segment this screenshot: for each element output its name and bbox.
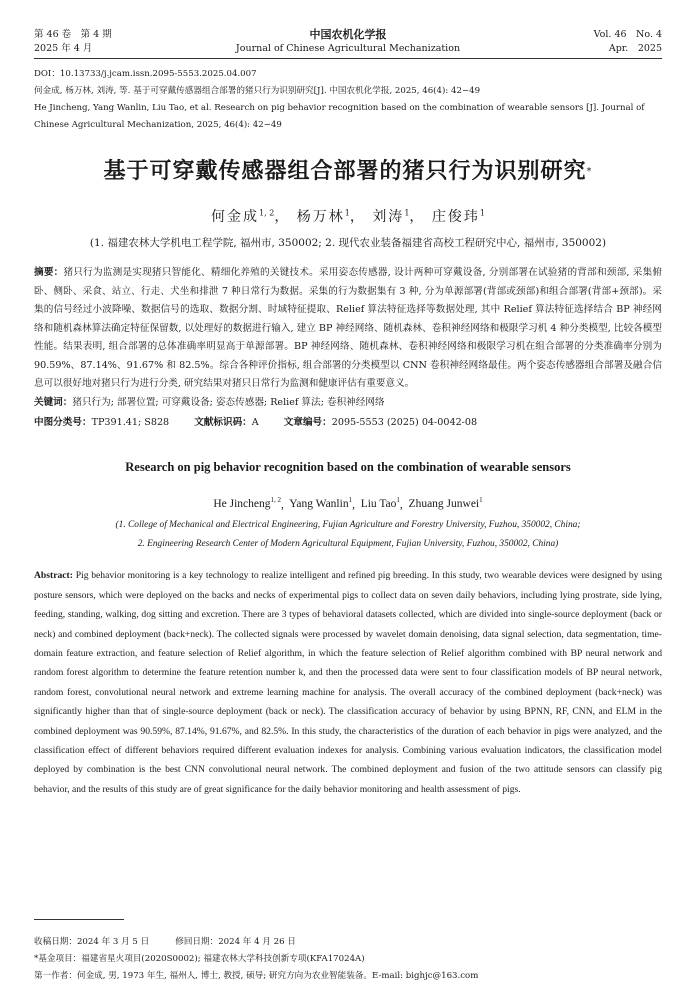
author-en: Yang Wanlin$^1$ [289,496,353,511]
authors-en: He Jincheng$^{1, 2}$, Yang Wanlin$^1$, Liu Tao$^1$, Zhuang Junwei$^1$ [213,496,483,511]
affiliation-en-line1: (1. College of Mechanical and Electrical Engineering, Fujian Agriculture and Forestry University, Fuzhou, 350002, China; [115,520,581,531]
citation-en-line2: Chinese Agricultural Mechanization, 2025, 46(4): 42−49 [34,120,282,130]
abstract-cn [34,264,662,394]
header-volume-info-en [594,28,662,56]
revised-date: 修回日期：2024 年 4 月 26 日 [175,937,296,947]
header-volume: 第 46 卷 第 4 期 [34,29,112,40]
journal-name-cn: 中国农机化学报 [309,28,387,41]
header-volume-en: Vol. 46 No. 4 [593,29,662,40]
affiliation-cn: (1. 福建农林大学机电工程学院, 福州市, 350002; 2. 现代农业装备福建省高校工程研究中心, 福州市, 350002) [89,237,607,249]
abstract-cn-label: 摘要： [34,267,64,278]
paper-page [34,0,662,799]
citation-en-line1: He Jincheng, Yang Wanlin, Liu Tao, et al. Research on pig behavior recognition based on the combination of wearable sensors [J]. Journal of [34,103,645,113]
keywords-cn-text: 猪只行为; 部署位置; 可穿戴设备; 姿态传感器; Relief 算法; 卷积神经网络 [72,396,385,408]
author-cn: 刘涛$^1$ [372,208,410,225]
paper-title-cn-text: 基于可穿戴传感器组合部署的猪只行为识别研究 [103,159,587,184]
author-cn: 庄俊玮$^1$ [431,208,485,225]
abstract-en-text: Pig behavior monitoring is a key technology to realize intelligent and refined pig breeding. In this study, two wearable devices were designed by using posture sensors, which were deployed on the backs and necks of experimental pigs to collect data on seven daily behaviors, including lying prostrate, side lying, feeding, standing, walking, dog sitting and excretion. There are 3 types of behavioral datasets collected, which are divided into single-source deployment (back or neck) and combined deployment (back+neck). The collected signals were processed by wavelet domain denoising, data signal selection, data segmentation, time-domain feature extraction, and feature selection of Relief algorithm, in which the feature selection of Relief algorithm combined with BP neural network and random forest algorithm to determine the feature retention number k, and then the processed data were sent to four classification models of BP neural network, random forest, convolutional neural network and extreme learning machine for analysis. The overall accuracy of the combined deployment (back+neck) was significantly higher than that of single-source deployment (back or neck). The classification accuracy of behavior by using BPNN, RF, CNN, and ELM in the combined deployment was 90.59%, 87.14%, 91.67%, and 82.5%. In this study, the characteristics of the duration of each behavior in pigs were analyzed, and the classification effect of different behaviors required different evaluation indexes for analysis. Combining various evaluation indicators, the classification model deployed by combination is the best CNN convolutional neural network. The combined deployment and fusion of the two attitude sensors can classify pig behavior, and the results of this study are of great significance for the daily behavior monitoring and health assessment of pigs. [34,570,663,795]
footnote-dates [34,934,662,951]
keywords-cn [34,394,662,412]
header-date-en: Apr. 2025 [608,43,662,54]
paper-title-en: Research on pig behavior recognition based on the combination of wearable sensors [125,459,571,474]
citation-block [34,66,662,134]
author-en: Zhuang Junwei$^1$ [408,496,483,511]
journal-header [34,0,662,58]
author-note: 第一作者：何金成, 男, 1973 年生, 福州人, 博士, 教授, 硕导; 研究方向为农业智能装备。E-mail: bighjc@163.com [34,971,479,981]
received-date: 收稿日期：2024 年 3 月 5 日 [34,937,150,947]
fund-note: *基金项目：福建省星火项目(2020S0002); 福建农林大学科技创新专项(KFA17024A) [34,954,365,964]
article-number: 文章编号：2095-5553 (2025) 04-0042-08 [283,416,478,428]
footnotes [34,934,662,985]
journal-name-en: Journal of Chinese Agricultural Mechanization [235,43,461,54]
author-cn: 何金成$^{1, 2}$ [211,208,275,225]
affiliation-en-line2: 2. Engineering Research Center of Modern Agricultural Equipment, Fujian University, Fuzhou, 350002, China) [137,539,559,550]
keywords-cn-label: 关键词： [34,396,73,408]
abstract-en-label: Abstract: [34,570,73,582]
authors-cn: 何金成$^{1, 2}$， 杨万林$^1$， 刘涛$^1$， 庄俊玮$^1$ [211,208,485,225]
affiliation-en [34,516,662,554]
doi: DOI：10.13733/j.jcam.issn.2095-5553.2025.04.007 [34,69,257,79]
footnote-divider [34,919,124,920]
author-en: Liu Tao$^1$ [360,496,400,511]
header-journal-name [34,28,662,56]
document-code: 文献标识码：A [194,416,259,428]
author-en: He Jincheng$^{1, 2}$ [213,496,282,511]
title-footnote-mark: * [586,166,593,177]
author-cn: 杨万林$^1$ [296,208,350,225]
clc-code: 中图分类号：TP391.41; S828 [34,416,170,428]
paper-title-cn [34,156,662,188]
header-divider [34,58,662,59]
abstract-cn-text: 猪只行为监测是实现猪只智能化、精细化养殖的关键技术。采用姿态传感器, 设计两种可穿戴设备, 分别部署在试验猪的背部和颈部, 采集俯卧、侧卧、采食、站立、行走、犬坐和排泄 7 种日常行为数据。采集的行为数据集有 3 种, 分为单源部署(背部或颈部)和组合部署(背部+颈部)。采集的信号经过小波降噪、数据信号的选取、数据分割、时域特征提取、Relief 算法特征选择等数据处理, 其中 Relief 算法特征选择结合 BP 神经网络和随机森林算法确定特征保留数, 以处理好的数据进行输入, 建立 BP 神经网络、随机森林、卷积神经网络和极限学习机 4 种分类模型, 比较各模型性能。结果表明, 组合部署的总体准确率明显高于单源部署。BP 神经网络、随机森林、卷积神经网络和极限学习机在组合部署的分类准确率分别为 90.59%、87.14%、91.67% 和 82.5%。综合各种评价指标, 组合部署的分类模型以 CNN 卷积神经网络最佳。两个姿态传感器组合部署及融合信息可以很好地对猪只行为进行分类, 研究结果对猪只日常行为监测和健康评估有重要意义。 [34,267,663,389]
citation-cn: 何金成, 杨万林, 刘涛, 等. 基于可穿戴传感器组合部署的猪只行为识别研究[J]. 中国农机化学报, 2025, 46(4): 42−49 [34,86,481,96]
header-date: 2025 年 4 月 [34,43,93,54]
classification-codes [34,414,662,432]
abstract-en [34,566,662,799]
